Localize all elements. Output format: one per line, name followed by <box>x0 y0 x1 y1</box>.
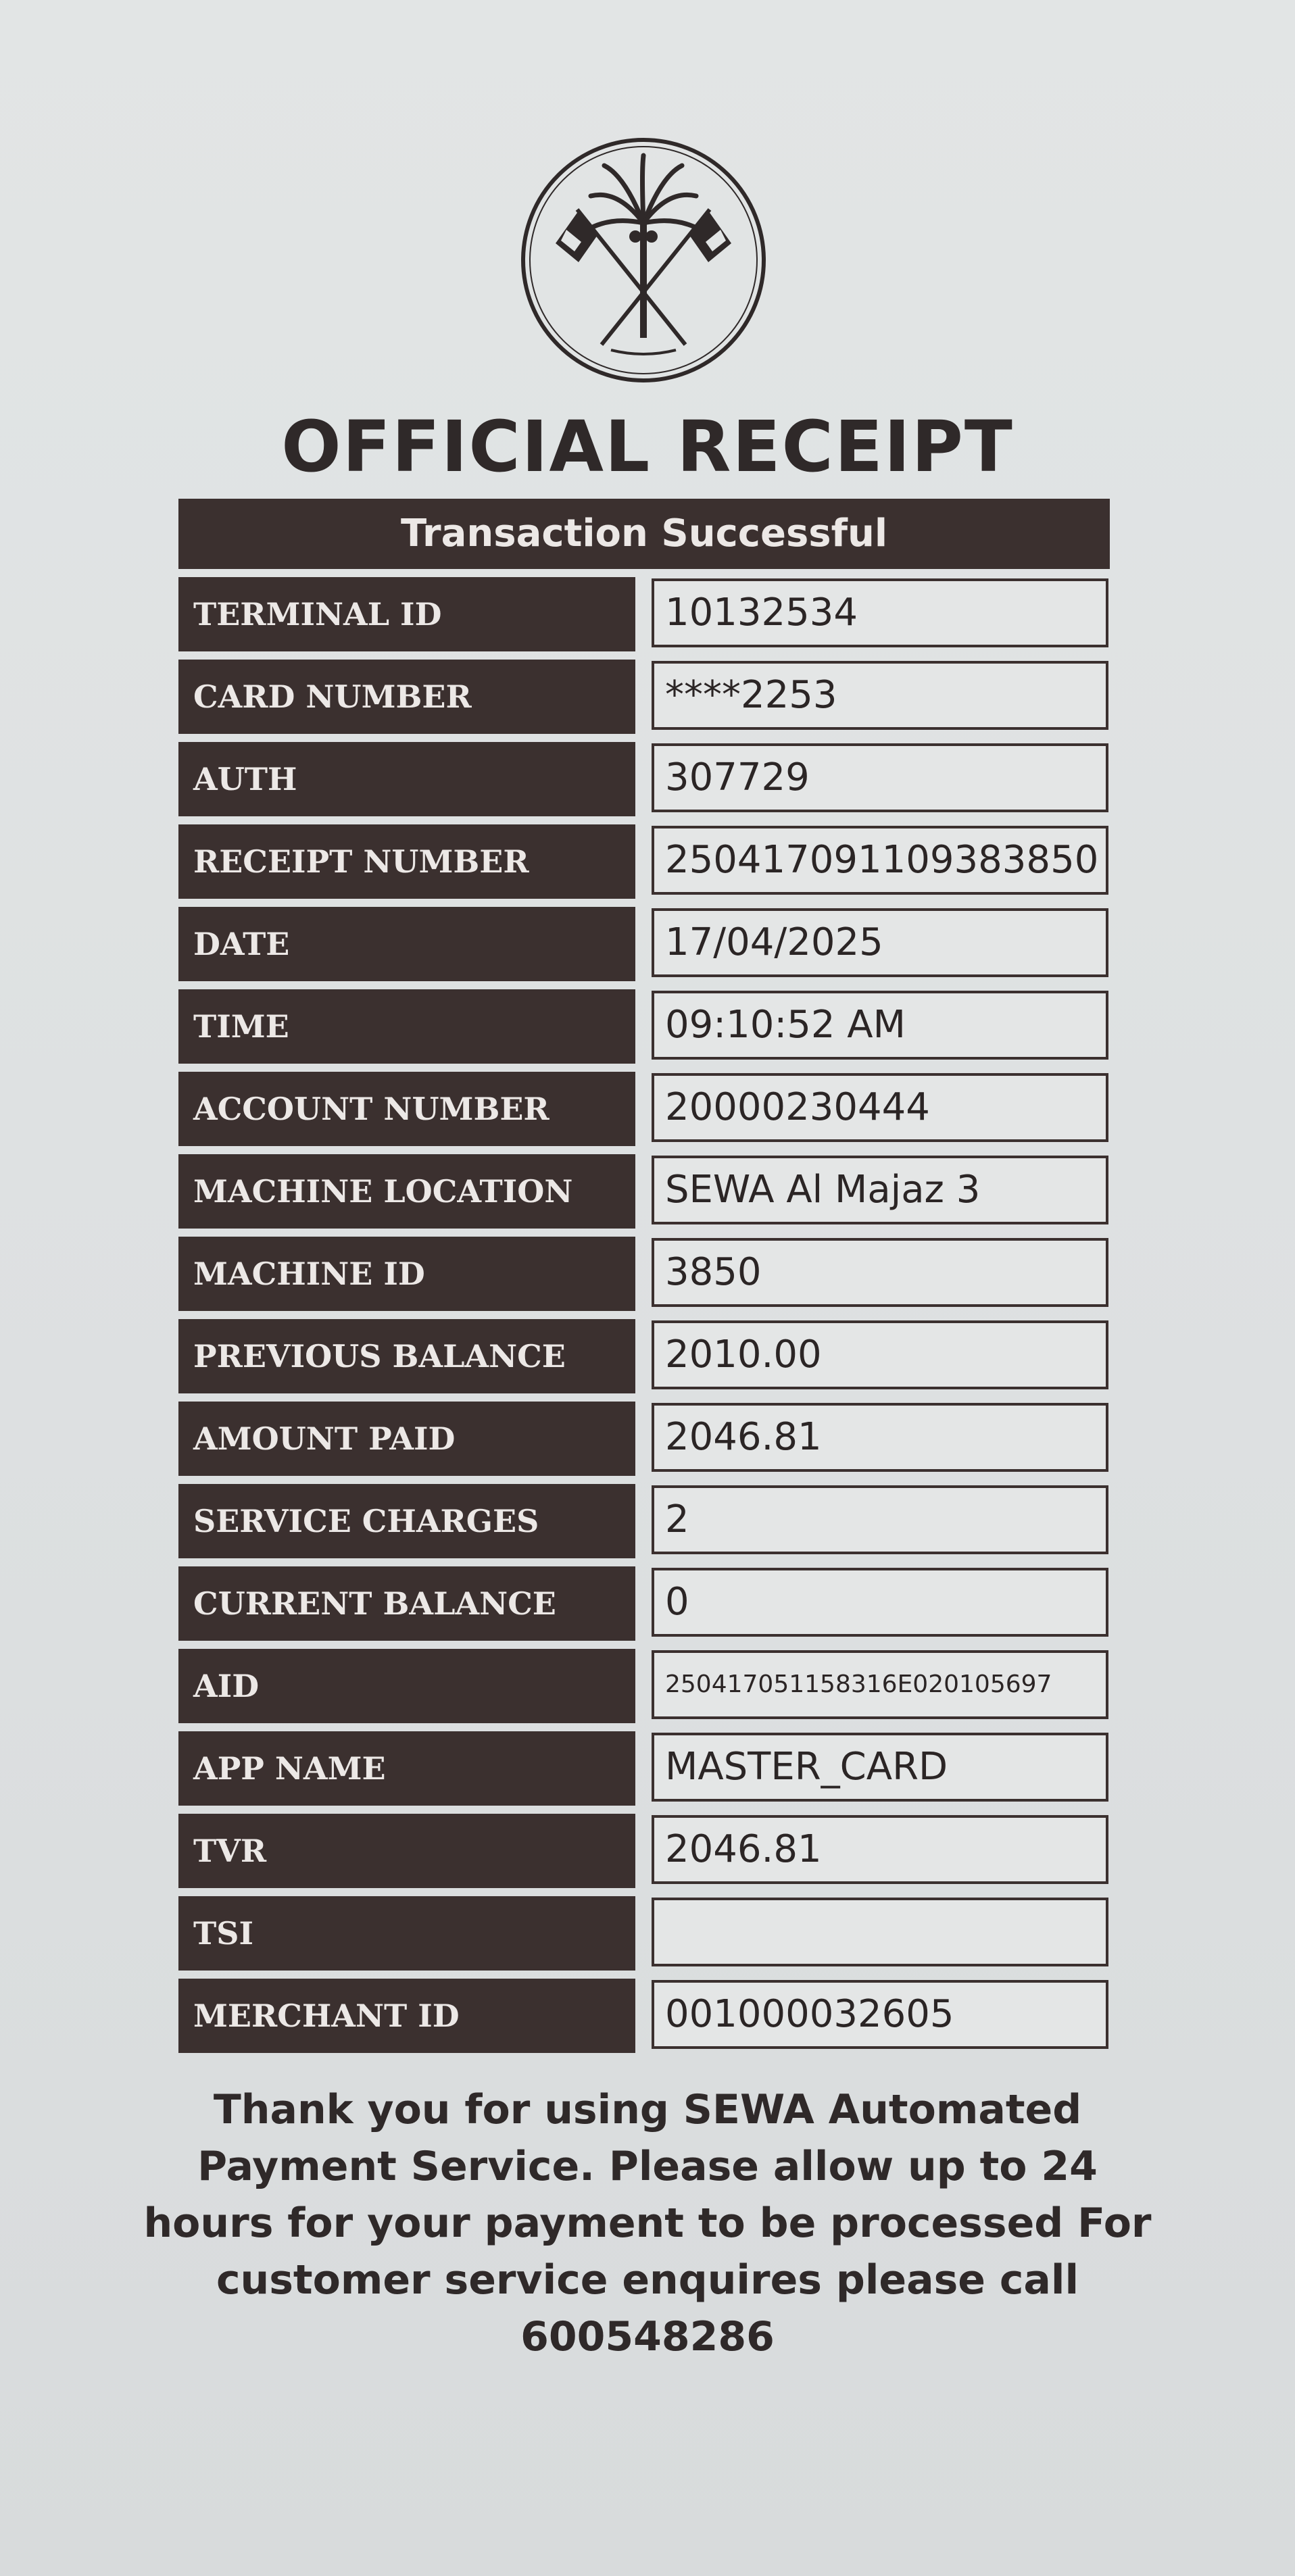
row-aid <box>178 1649 1110 1723</box>
sharjah-emblem-icon <box>516 135 771 385</box>
row-value: 2010.00 <box>652 1320 1108 1389</box>
row-amount-paid <box>178 1402 1110 1476</box>
row-value: 001000032605 <box>652 1980 1108 2049</box>
row-value: 250417051158316E020105697 <box>652 1650 1108 1719</box>
row-label: TVR <box>178 1814 635 1888</box>
row-machine-location <box>178 1154 1110 1229</box>
row-value: 250417091109383850 <box>652 826 1108 895</box>
row-card-number <box>178 660 1110 734</box>
row-label: AUTH <box>178 742 635 816</box>
row-terminal-id <box>178 577 1110 651</box>
row-value: 2046.81 <box>652 1403 1108 1472</box>
row-auth <box>178 742 1110 816</box>
row-value: 20000230444 <box>652 1073 1108 1142</box>
row-value: 10132534 <box>652 578 1108 647</box>
row-value: 09:10:52 AM <box>652 991 1108 1060</box>
row-app-name <box>178 1731 1110 1806</box>
row-date <box>178 907 1110 981</box>
row-label: TSI <box>178 1896 635 1971</box>
row-tsi <box>178 1896 1110 1971</box>
receipt-footer-note: Thank you for using SEWA Automated Payment Service. Please allow up to 24 hours for your payment to be processed For customer service enquires please call 600548286 <box>143 2086 1152 2360</box>
row-value <box>652 1898 1108 1966</box>
row-merchant-id <box>178 1979 1110 2053</box>
row-label: TERMINAL ID <box>178 577 635 651</box>
row-label: ACCOUNT NUMBER <box>178 1072 635 1146</box>
row-value: SEWA Al Majaz 3 <box>652 1156 1108 1224</box>
transaction-status-banner: Transaction Successful <box>178 499 1110 569</box>
row-label: SERVICE CHARGES <box>178 1484 635 1558</box>
row-value: MASTER_CARD <box>652 1733 1108 1802</box>
receipt-title: OFFICIAL RECEIPT <box>281 405 1014 488</box>
row-value: 2 <box>652 1485 1108 1554</box>
row-tvr <box>178 1814 1110 1888</box>
row-label: MERCHANT ID <box>178 1979 635 2053</box>
row-label: CARD NUMBER <box>178 660 635 734</box>
row-account-number <box>178 1072 1110 1146</box>
row-service-charges <box>178 1484 1110 1558</box>
row-label: DATE <box>178 907 635 981</box>
row-label: AID <box>178 1649 635 1723</box>
row-value: 0 <box>652 1568 1108 1637</box>
row-label: MACHINE ID <box>178 1237 635 1311</box>
row-label: RECEIPT NUMBER <box>178 824 635 899</box>
row-label: AMOUNT PAID <box>178 1402 635 1476</box>
row-machine-id <box>178 1237 1110 1311</box>
row-label: APP NAME <box>178 1731 635 1806</box>
row-label: PREVIOUS BALANCE <box>178 1319 635 1393</box>
row-label: MACHINE LOCATION <box>178 1154 635 1229</box>
row-previous-balance <box>178 1319 1110 1393</box>
row-current-balance <box>178 1566 1110 1641</box>
row-value: 307729 <box>652 743 1108 812</box>
row-label: TIME <box>178 989 635 1064</box>
row-value: ****2253 <box>652 661 1108 730</box>
row-value: 2046.81 <box>652 1815 1108 1884</box>
row-value: 3850 <box>652 1238 1108 1307</box>
row-value: 17/04/2025 <box>652 908 1108 977</box>
receipt-table <box>178 499 1110 2061</box>
row-receipt-number <box>178 824 1110 899</box>
row-label: CURRENT BALANCE <box>178 1566 635 1641</box>
row-time <box>178 989 1110 1064</box>
